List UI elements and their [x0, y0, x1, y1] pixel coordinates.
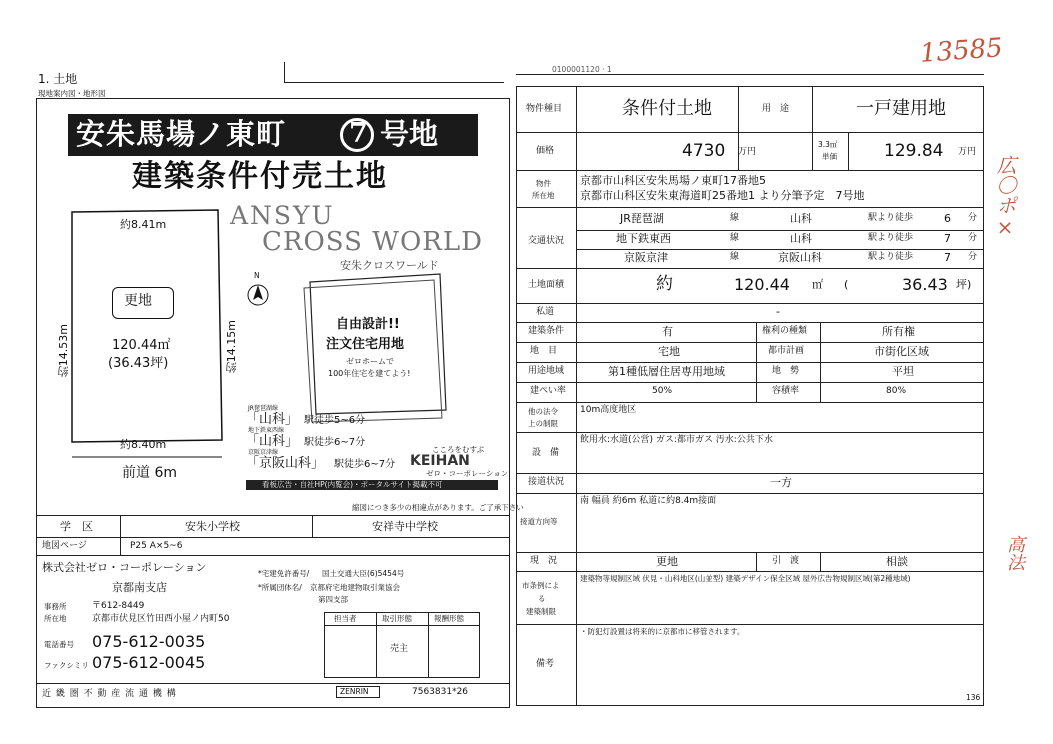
facilities: 飲用水:水道(公営) ガス:都市ガス 汚水:公共下水	[580, 435, 773, 445]
ordinance-label-2: る	[538, 594, 546, 603]
map-caption: 現地案内図・地形図	[38, 89, 106, 98]
price-unit: 万円	[738, 147, 757, 157]
land-area-tsubo: 36.43	[902, 275, 948, 294]
rights-type-label: 権利の種類	[762, 326, 808, 336]
transport-2-station: 山科	[790, 232, 812, 245]
brand-jp: 安朱クロスワールド	[340, 259, 439, 272]
brand-en-1: ANSYU	[230, 201, 335, 230]
station-2-walk: 駅徒歩6~7分	[304, 437, 366, 448]
station-2-name: 「山科」	[246, 434, 299, 449]
stamp-header-1: 担当者	[334, 614, 357, 623]
fax-label: ファクシミリ	[44, 661, 89, 670]
company-address: 京都市伏見区竹田西小屋ノ内町50	[92, 614, 230, 624]
sign-line-1: 自由設計!!	[336, 317, 400, 332]
transport-1-sen: 線	[730, 213, 740, 223]
terrain-label: 地 勢	[772, 366, 800, 376]
sign-line-3: ゼロホームで	[346, 357, 394, 366]
city-plan: 市街化区域	[874, 345, 929, 358]
property-type: 条件付土地	[622, 98, 712, 119]
transport-1-minutes: 6	[944, 212, 951, 225]
unit-price-label-2: 単価	[822, 152, 837, 161]
property-address-2: 京都市山科区安朱東海道町25番地1 より分筆予定 7号地	[580, 189, 865, 202]
lot-status: 更地	[124, 293, 152, 309]
map-page-label: 地図ページ	[42, 541, 87, 551]
brand-en-2: CROSS WORLD	[262, 227, 483, 257]
transport-3-unit: 分	[968, 252, 978, 262]
transport-1-station: 山科	[790, 212, 812, 225]
flyer-subtitle: 建築条件付売土地	[132, 159, 388, 194]
property-address-1: 京都市山科区安朱馬場ノ東町17番地5	[580, 174, 766, 187]
tel-label: 電話番号	[44, 640, 74, 649]
location-label-2: 所在地	[532, 191, 555, 200]
map-page-value: P25 A×5~6	[130, 541, 183, 551]
handover-label: 引 渡	[772, 556, 800, 566]
floor-area-ratio-label: 容積率	[772, 386, 800, 396]
top-id: 0100001120 · 1	[552, 65, 612, 74]
current-status: 更地	[656, 555, 678, 568]
station-list	[246, 406, 416, 476]
private-road-label: 私道	[536, 307, 555, 317]
footer-organization: 近 畿 圏 不 動 産 流 通 機 構	[42, 689, 177, 699]
transport-1-line: JR琵琶湖	[620, 212, 664, 225]
ordinance-label-1: 市条例によ	[522, 581, 560, 590]
transport-2-sen: 線	[730, 233, 740, 243]
company-name: 株式会社ゼロ・コーポレーション	[42, 561, 207, 574]
map-note: 縮図につき多少の相違点があります。ご了承下さい	[352, 503, 524, 512]
elementary-school: 安朱小学校	[185, 520, 240, 533]
tel-number: 075-612-0035	[92, 632, 206, 651]
road-direction-label: 接道方向等	[520, 517, 558, 526]
land-area-tsubo-unit: 坪)	[956, 278, 972, 291]
lot-suffix: 号地	[380, 117, 439, 151]
keihan-logo: KEIHAN	[410, 453, 470, 469]
school-label: 学 区	[60, 520, 93, 533]
transport-label: 交通状況	[528, 236, 565, 246]
ordinance-label-3: 建築制限	[526, 607, 556, 616]
stamp-transaction-type: 売主	[390, 644, 409, 654]
license-label: *宅建免許番号/	[258, 569, 310, 578]
association-name: 京都府宅地建物取引業協会	[310, 583, 400, 592]
association-branch: 第四支部	[318, 595, 348, 604]
stamp-header-3: 報酬形態	[434, 614, 464, 623]
land-area-approx: 約	[656, 274, 673, 294]
location-label-1: 物件	[536, 179, 551, 188]
other-restrictions: 10m高度地区	[580, 405, 637, 415]
bottom-width: 約8.40m	[120, 438, 167, 451]
branch-name: 京都南支店	[112, 581, 167, 594]
transport-2-walk: 駅より徒歩	[868, 233, 914, 243]
usage-label: 用 途	[762, 104, 790, 114]
north-mark: N	[254, 271, 260, 280]
lot-area-m2: 120.44㎡	[112, 338, 171, 353]
land-area-paren: (	[844, 278, 849, 291]
land-area-m2-unit: ㎡	[812, 278, 823, 291]
terrain: 平坦	[892, 365, 914, 378]
location-label: 所在地	[44, 614, 67, 623]
station-1-name: 「山科」	[246, 412, 299, 427]
handwritten-side-note: 広〇ポ×	[993, 155, 1017, 239]
transport-1-unit: 分	[968, 213, 978, 223]
headline-text: 安朱馬場ノ東町	[76, 117, 287, 151]
station-2-line: 地下鉄東西線	[248, 427, 285, 434]
license-number: 国土交通大臣(6)5454号	[322, 569, 405, 578]
handwritten-reference-number: 13585	[919, 33, 1004, 69]
transport-2-unit: 分	[968, 233, 978, 243]
right-depth: 約14.15m	[225, 320, 238, 374]
footer-id: 7563831*26	[412, 687, 469, 697]
price-value: 4730	[682, 141, 726, 161]
front-road: 前道 6m	[122, 465, 177, 481]
station-1-walk: 駅徒歩5~6分	[304, 415, 366, 426]
association-label: *所属団体名/	[258, 583, 302, 592]
building-coverage: 50%	[652, 386, 673, 396]
other-restrictions-label-2: 上の制限	[528, 419, 558, 428]
unit-price-value: 129.84	[884, 141, 944, 161]
building-coverage-label: 建ぺい率	[530, 386, 567, 396]
lot-area-tsubo: (36.43坪)	[108, 356, 169, 371]
top-width: 約8.41m	[120, 218, 167, 231]
land-area-m2: 120.44	[734, 275, 790, 294]
floor-area-ratio: 80%	[886, 386, 907, 396]
page-number: 136	[966, 693, 981, 702]
rights-type: 所有権	[882, 325, 915, 338]
property-type-label: 物件種目	[526, 104, 563, 114]
private-road-value: -	[776, 305, 780, 318]
ordinance: 建築物等規制区域 伏見・山科地区(山並型) 建築デザイン保全区域 屋外広告物規制区域(第2種地域)	[580, 574, 911, 583]
current-status-label: 現 況	[530, 556, 558, 566]
transport-2-line: 地下鉄東西	[616, 232, 671, 245]
transport-2-minutes: 7	[944, 232, 951, 245]
handwritten-status-note: 高法	[1004, 535, 1025, 571]
station-3-walk: 駅徒歩6~7分	[334, 459, 396, 470]
building-condition: 有	[662, 325, 673, 338]
flyer	[40, 102, 509, 502]
building-condition-label: 建築条件	[528, 326, 565, 336]
zoning-label: 用途地域	[528, 366, 565, 376]
transport-3-minutes: 7	[944, 251, 951, 264]
lot-number: 7	[349, 118, 368, 149]
section-title: 1. 土地	[38, 72, 78, 86]
keihan-kana: こころをむすぶ	[432, 445, 485, 454]
city-plan-label: 都市計画	[768, 346, 805, 356]
transport-3-walk: 駅より徒歩	[868, 252, 914, 262]
postal-code: 〒612-8449	[92, 601, 145, 611]
fax-number: 075-612-0045	[92, 653, 206, 672]
land-area-label: 土地面積	[528, 280, 565, 290]
junior-high-school: 安祥寺中学校	[372, 520, 438, 533]
transport-3-station: 京阪山科	[778, 251, 822, 264]
footer-logo: ZENRIN	[340, 687, 369, 696]
road-access: 一方	[770, 476, 792, 489]
land-category-label: 地 目	[530, 346, 558, 356]
handover: 相談	[886, 555, 908, 568]
unit-price-unit: 万円	[958, 147, 977, 157]
facilities-label: 設 備	[532, 448, 560, 458]
unit-price-label-1: 3.3㎡	[818, 140, 838, 149]
transport-1-walk: 駅より徒歩	[868, 213, 914, 223]
station-3-name: 「京阪山科」	[246, 456, 325, 471]
zoning: 第1種低層住居専用地域	[608, 365, 725, 378]
transport-3-line: 京阪京津	[624, 251, 668, 264]
usage: 一戸建用地	[856, 98, 946, 119]
land-category: 宅地	[658, 345, 680, 358]
remarks-label: 備考	[536, 659, 555, 669]
other-restrictions-label-1: 他の法令	[528, 407, 558, 416]
road-direction: 南 幅員 約6m 私道に約8.4m接面	[580, 496, 717, 506]
office-label: 事務所	[44, 602, 67, 611]
transport-3-sen: 線	[730, 252, 740, 262]
sign-line-4: 100年住宅を建てよう!	[328, 369, 411, 378]
sign-line-2: 注文住宅用地	[326, 337, 405, 352]
station-1-line: JR琵琶湖線	[248, 405, 278, 412]
remarks: ・防犯灯設置は将来的に京都市に移管されます。	[580, 627, 745, 636]
stamp-header-2: 取引形態	[382, 614, 412, 623]
flyer-foot-note: 看板広告・自社HP(内覧会)・ポータルサイト掲載不可	[262, 480, 443, 489]
station-3-line: 京阪京津線	[248, 449, 279, 456]
road-access-label: 接道状況	[528, 477, 565, 487]
price-label: 価格	[536, 146, 555, 156]
left-depth: 約14.53m	[57, 324, 70, 378]
keihan-sub: ゼロ・コーポレーション	[426, 469, 509, 478]
